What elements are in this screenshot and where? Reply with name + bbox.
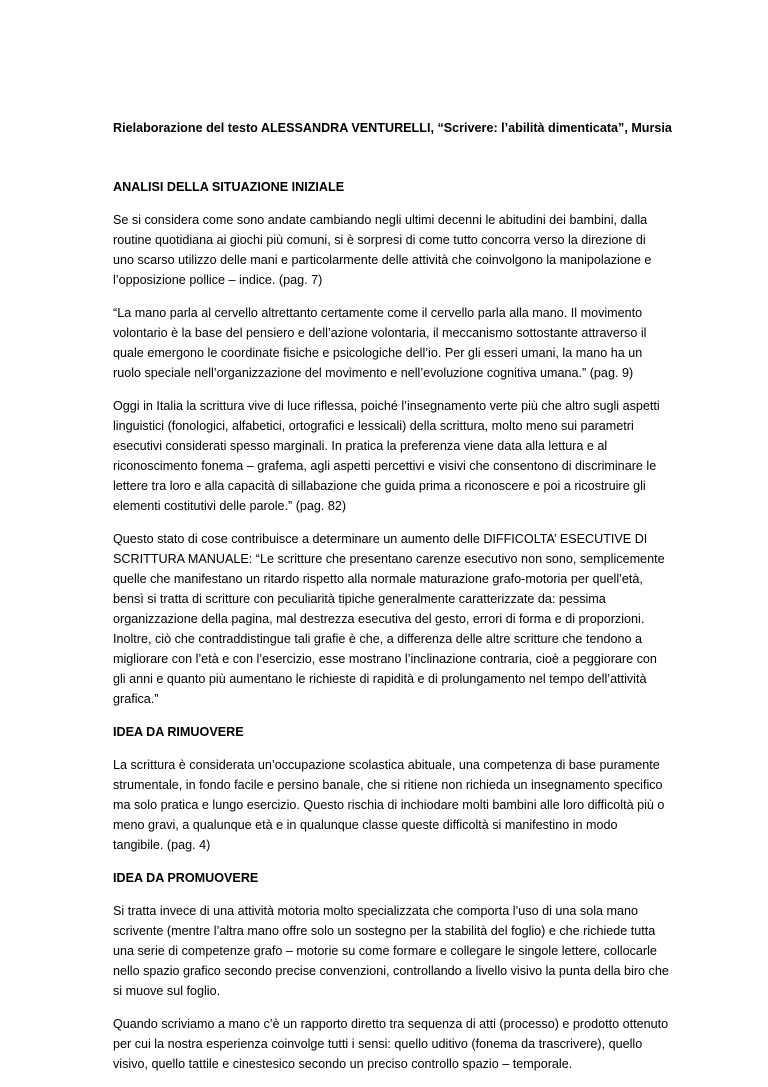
paragraph-5: La scrittura è considerata un’occupazione scolastica abituale, una competenza di base puramente strumentale, in fondo facile e persino banale, che si ritiene non richieda un insegnamento specifico ma solo pratica e lungo esercizio. Questo rischia di inchiodare molti bambini alle loro difficoltà più o meno gravi, a qualunque età e in qualunque classe queste difficoltà si manifestino in modo tangibile. (pag. 4) [113, 758, 665, 852]
section-heading-analisi: ANALISI DELLA SITUAZIONE INIZIALE [113, 180, 345, 194]
section-heading-idea-da-promuovere: IDEA DA PROMUOVERE [113, 871, 259, 885]
paragraph-7: Quando scriviamo a mano c’è un rapporto diretto tra sequenza di atti (processo) e prodotto ottenuto per cui la nostra esperienza coinvolge tutti i sensi: quello uditivo (fonema da trascrivere), quello visivo, quello tattile e cinestesico secondo un preciso controllo spazio – temporale. [113, 1017, 669, 1071]
paragraph-6: Si tratta invece di una attività motoria molto specializzata che comporta l’uso di una sola mano scrivente (mentre l’altra mano offre solo un sostegno per la stabilità del foglio) e che richiede tutta una serie di competenze grafo – motorie su come formare e collegare le singole lettere, collocarle nello spazio grafico secondo precise convenzioni, controllando a livello visivo la punta della biro che si muove sul foglio. [113, 904, 669, 998]
paragraph-3: Oggi in Italia la scrittura vive di luce riflessa, poiché l’insegnamento verte più che altro sugli aspetti linguistici (fonologici, alfabetici, ortografici e lessicali) della scrittura, molto meno sui parametri esecutivi considerati spesso marginali. In pratica la preferenza viene data alla lettura e al riconoscimento fonema – grafema, agli aspetti percettivi e visivi che consentono di discriminare le lettere tra loro e alla capacità di sillabazione che guida prima a riconoscere e poi a ricostruire gli elementi costitutivi delle parole.” (pag. 82) [113, 399, 660, 513]
paragraph-4: Questo stato di cose contribuisce a determinare un aumento delle DIFFICOLTA’ ESECUTIVE DI SCRITTURA MANUALE: “Le scritture che presentano carenze esecutivo non sono, semplicemente quelle che manifestano un ritardo rispetto alla normale maturazione grafo-motoria per quell’età, bensì si tratta di scritture con peculiarità tipiche generalmente caratterizzate da: pessima organizzazione della pagina, mal destrezza esecutiva del gesto, errori di forma e di proporzioni. Inoltre, ciò che contraddistingue tali grafie è che, a differenza delle altre scritture che tendono a migliorare con l’età e con l’esercizio, esse mostrano l’inclinazione contraria, cioè a peggiorare con gli anni e quanto più aumentano le richieste di rapidità e di prolungamento nel tempo dell’attività grafica.” [113, 532, 665, 706]
paragraph-2: “La mano parla al cervello altrettanto certamente come il cervello parla alla mano. Il movimento volontario è la base del pensiero e dell’azione volontaria, il meccanismo sottostante attraverso il quale emergono le coordinate fisiche e psicologiche dell’io. Per gli esseri umani, la mano ha un ruolo speciale nell’organizzazione del movimento e nell’evoluzione cognitiva umana.” (pag. 9) [113, 306, 647, 380]
document-body [113, 177, 669, 1087]
document-title: Rielaborazione del testo ALESSANDRA VENTURELLI, “Scrivere: l’abilità dimenticata”, Mursia [113, 121, 672, 135]
paragraph-1: Se si considera come sono andate cambiando negli ultimi decenni le abitudini dei bambini, dalla routine quotidiana ai giochi più comuni, si è sorpresi di come tutto concorra verso la direzione di uno scarso utilizzo delle mani e particolarmente delle attività che coinvolgono la manipolazione e l’opposizione pollice – indice. (pag. 7) [113, 213, 652, 287]
section-heading-idea-da-rimuovere: IDEA DA RIMUOVERE [113, 725, 244, 739]
